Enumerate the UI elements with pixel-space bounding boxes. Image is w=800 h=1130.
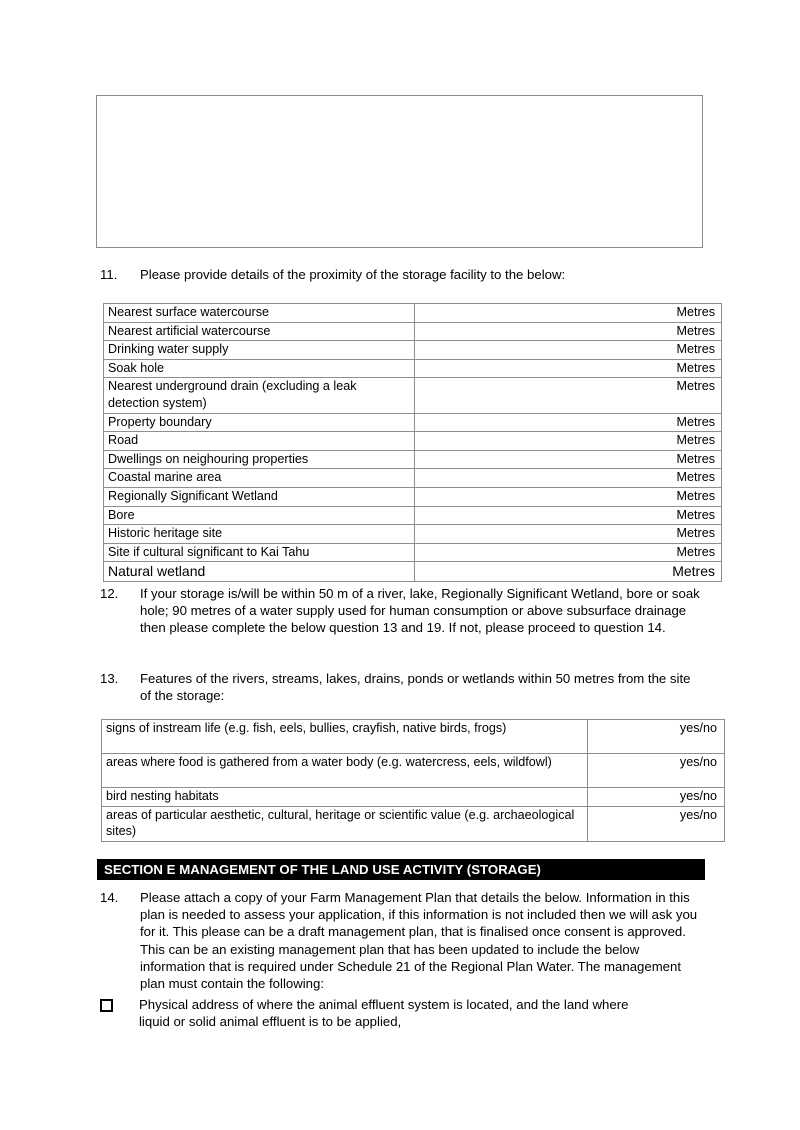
question-13-text: Features of the rivers, streams, lakes, drains, ponds or wetlands within 50 metres from the site of the storage: — [140, 671, 691, 704]
question-12-number: 12. — [100, 586, 119, 601]
section-e-header: SECTION E MANAGEMENT OF THE LAND USE ACTIVITY (STORAGE) — [97, 859, 705, 880]
proximity-label: Road — [104, 432, 415, 451]
proximity-label: Nearest underground drain (excluding a leak detection system) — [104, 378, 415, 413]
feature-label: areas where food is gathered from a water body (e.g. watercress, eels, wildfowl) — [102, 754, 588, 788]
features-table — [101, 719, 725, 842]
proximity-unit[interactable]: Metres — [415, 450, 722, 469]
proximity-unit[interactable]: Metres — [415, 413, 722, 432]
table-row — [104, 322, 722, 341]
proximity-label: Nearest artificial watercourse — [104, 322, 415, 341]
table-row — [104, 543, 722, 562]
proximity-label: Nearest surface watercourse — [104, 304, 415, 323]
question-14-text: Please attach a copy of your Farm Management Plan that details the below. Information in this plan is needed to assess your application, if this information is not included then we will ask you for it. This please can be a draft management plan, that is finalised once consent is approved. This can be an existing management plan that has been updated to include the below information that is required under Schedule 21 of the Regional Plan Water. The management plan must contain the following: — [140, 890, 698, 992]
proximity-label: Historic heritage site — [104, 525, 415, 544]
question-11-number: 11. — [100, 267, 118, 282]
proximity-unit[interactable]: Metres — [415, 543, 722, 562]
proximity-unit[interactable]: Metres — [415, 525, 722, 544]
table-row — [104, 469, 722, 488]
feature-yesno[interactable]: yes/no — [588, 788, 725, 807]
proximity-label: Drinking water supply — [104, 341, 415, 360]
question-12 — [100, 585, 700, 637]
table-row — [104, 341, 722, 360]
feature-label: signs of instream life (e.g. fish, eels, bullies, crayfish, native birds, frogs) — [102, 720, 588, 754]
table-row — [104, 378, 722, 413]
question-11 — [100, 266, 705, 283]
checklist-item-label — [139, 996, 705, 1030]
proximity-unit[interactable]: Metres — [415, 487, 722, 506]
proximity-label: Natural wetland — [104, 562, 415, 582]
answer-text-box[interactable] — [96, 95, 703, 248]
checklist-item[interactable] — [100, 996, 705, 1030]
table-row — [104, 359, 722, 378]
proximity-label: Soak hole — [104, 359, 415, 378]
question-12-text: If your storage is/will be within 50 m of a river, lake, Regionally Significant Wetland, bore or soak hole; 90 metres of a water supply used for human consumption or above subsurface drainage then please complete the below question 13 and 19. If not, please proceed to question 14. — [140, 586, 700, 636]
question-13 — [100, 670, 705, 704]
table-row — [102, 788, 725, 807]
table-row — [104, 487, 722, 506]
feature-yesno[interactable]: yes/no — [588, 806, 725, 841]
proximity-label: Site if cultural significant to Kai Tahu — [104, 543, 415, 562]
proximity-unit[interactable]: Metres — [415, 322, 722, 341]
table-row — [104, 506, 722, 525]
question-14 — [100, 889, 705, 992]
proximity-unit[interactable]: Metres — [415, 562, 722, 582]
checklist-item-line1: Physical address of where the animal effluent system is located, and the land where — [139, 997, 629, 1012]
table-row — [104, 525, 722, 544]
proximity-label: Property boundary — [104, 413, 415, 432]
proximity-table — [103, 303, 722, 582]
feature-label: bird nesting habitats — [102, 788, 588, 807]
question-11-text: Please provide details of the proximity of the storage facility to the below: — [140, 267, 566, 282]
table-row — [104, 432, 722, 451]
proximity-label: Regionally Significant Wetland — [104, 487, 415, 506]
table-row — [102, 754, 725, 788]
proximity-unit[interactable]: Metres — [415, 378, 722, 413]
proximity-label: Dwellings on neighouring properties — [104, 450, 415, 469]
checklist-item-line2: liquid or solid animal effluent is to be applied, — [139, 1014, 402, 1030]
question-13-number: 13. — [100, 671, 119, 686]
table-row — [104, 304, 722, 323]
proximity-unit[interactable]: Metres — [415, 432, 722, 451]
proximity-unit[interactable]: Metres — [415, 359, 722, 378]
table-row — [102, 720, 725, 754]
table-row — [104, 413, 722, 432]
proximity-unit[interactable]: Metres — [415, 469, 722, 488]
table-row — [104, 562, 722, 582]
table-row — [104, 450, 722, 469]
checkbox-icon[interactable] — [100, 999, 113, 1012]
proximity-unit[interactable]: Metres — [415, 506, 722, 525]
question-14-number: 14. — [100, 890, 119, 905]
feature-yesno[interactable]: yes/no — [588, 720, 725, 754]
feature-label: areas of particular aesthetic, cultural, heritage or scientific value (e.g. archaeological sites) — [102, 806, 588, 841]
feature-yesno[interactable]: yes/no — [588, 754, 725, 788]
table-row — [102, 806, 725, 841]
proximity-label: Coastal marine area — [104, 469, 415, 488]
proximity-unit[interactable]: Metres — [415, 341, 722, 360]
proximity-unit[interactable]: Metres — [415, 304, 722, 323]
proximity-label: Bore — [104, 506, 415, 525]
